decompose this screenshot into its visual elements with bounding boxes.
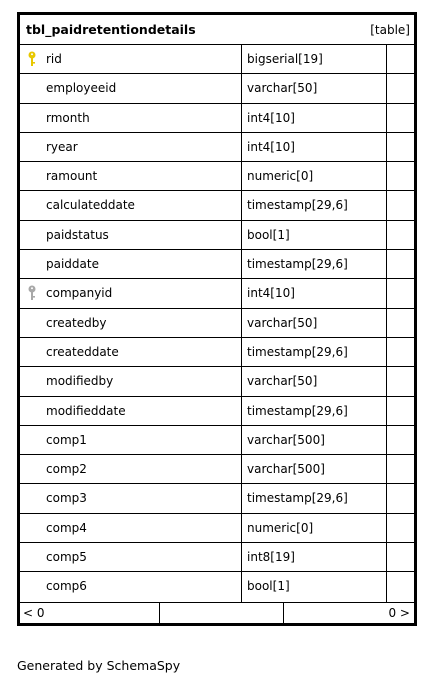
column-name-cell	[20, 250, 242, 278]
column-type-cell	[242, 426, 387, 454]
column-type-cell	[242, 104, 387, 132]
children-count-cell	[284, 603, 414, 623]
column-type-cell	[242, 367, 387, 395]
column-name-cell	[20, 426, 242, 454]
column-type: varchar[500]	[247, 432, 325, 447]
column-type-cell	[242, 572, 387, 601]
column-row	[20, 309, 414, 338]
column-name[interactable]: rid	[46, 52, 62, 66]
column-name-cell	[20, 74, 242, 102]
column-row	[20, 221, 414, 250]
column-name-cell	[20, 191, 242, 219]
column-name[interactable]: comp3	[46, 491, 87, 506]
column-type: varchar[50]	[247, 81, 318, 96]
column-type: timestamp[29,6]	[247, 198, 348, 213]
column-type: varchar[50]	[247, 315, 318, 330]
column-name-cell	[20, 367, 242, 395]
column-type-cell	[242, 455, 387, 483]
column-type-cell	[242, 309, 387, 337]
column-type: int4[10]	[247, 286, 295, 301]
column-name-cell	[20, 104, 242, 132]
column-name[interactable]: companyid	[46, 286, 113, 301]
column-row	[20, 514, 414, 543]
column-type-cell	[242, 133, 387, 161]
column-name-cell	[20, 162, 242, 190]
column-name-cell	[20, 514, 242, 542]
column-type: bool[1]	[247, 227, 290, 242]
column-type: int4[10]	[247, 110, 295, 125]
column-name-cell	[20, 279, 242, 307]
column-type-cell	[242, 250, 387, 278]
column-type-cell	[242, 279, 387, 307]
column-type: timestamp[29,6]	[247, 257, 348, 272]
column-row	[20, 367, 414, 396]
column-name-cell	[20, 338, 242, 366]
column-type: timestamp[29,6]	[247, 491, 348, 506]
generated-by-text: Generated by SchemaSpy	[17, 658, 181, 673]
column-type-cell	[242, 45, 387, 73]
column-row	[20, 191, 414, 220]
column-name[interactable]: ramount	[46, 169, 98, 184]
column-type: numeric[0]	[247, 169, 314, 184]
column-name[interactable]: createdby	[46, 315, 107, 330]
column-name-cell	[20, 572, 242, 601]
column-name[interactable]: employeeid	[46, 81, 117, 96]
children-count[interactable]: 0 >	[388, 606, 410, 620]
column-type-cell	[242, 514, 387, 542]
column-name-cell	[20, 309, 242, 337]
table-type-label: [table]	[370, 23, 410, 37]
column-type-cell	[242, 338, 387, 366]
column-row	[20, 162, 414, 191]
parents-count-cell	[20, 603, 160, 623]
primary-key-icon	[27, 51, 37, 67]
column-row	[20, 74, 414, 103]
column-name[interactable]: paidstatus	[46, 227, 109, 242]
column-list	[20, 45, 414, 601]
column-type: timestamp[29,6]	[247, 344, 348, 359]
column-type: int8[19]	[247, 550, 295, 565]
column-type: numeric[0]	[247, 520, 314, 535]
column-type-cell	[242, 221, 387, 249]
column-type: bool[1]	[247, 579, 290, 594]
column-name-cell	[20, 455, 242, 483]
column-row	[20, 338, 414, 367]
column-row	[20, 104, 414, 133]
table-header	[20, 15, 414, 45]
column-name[interactable]: createddate	[46, 344, 119, 359]
column-name-cell	[20, 221, 242, 249]
column-name[interactable]: comp5	[46, 550, 87, 565]
column-name-cell	[20, 397, 242, 425]
column-name-cell	[20, 484, 242, 512]
column-type: timestamp[29,6]	[247, 403, 348, 418]
column-name[interactable]: paiddate	[46, 257, 99, 272]
column-type-cell	[242, 397, 387, 425]
table-node	[17, 12, 417, 626]
column-row	[20, 543, 414, 572]
column-row	[20, 426, 414, 455]
column-name[interactable]: modifieddate	[46, 403, 126, 418]
column-name[interactable]: comp1	[46, 432, 87, 447]
column-name-cell	[20, 543, 242, 571]
column-type: bigserial[19]	[247, 52, 323, 66]
column-name[interactable]: comp2	[46, 462, 87, 477]
column-type: int4[10]	[247, 139, 295, 154]
column-name[interactable]: rmonth	[46, 110, 90, 125]
column-row	[20, 572, 414, 601]
footer-spacer	[160, 603, 284, 623]
column-type-cell	[242, 74, 387, 102]
column-type: varchar[50]	[247, 374, 318, 389]
table-footer	[20, 602, 414, 623]
parents-count[interactable]: < 0	[23, 606, 45, 620]
column-name[interactable]: comp6	[46, 579, 87, 594]
column-type-cell	[242, 162, 387, 190]
column-type-cell	[242, 191, 387, 219]
column-row	[20, 250, 414, 279]
column-row	[20, 45, 414, 74]
column-name[interactable]: ryear	[46, 139, 78, 154]
column-row	[20, 133, 414, 162]
column-row	[20, 484, 414, 513]
column-row	[20, 455, 414, 484]
column-name[interactable]: modifiedby	[46, 374, 114, 389]
column-name-cell	[20, 45, 242, 73]
column-name[interactable]: calculateddate	[46, 198, 135, 213]
column-type-cell	[242, 484, 387, 512]
column-name[interactable]: comp4	[46, 520, 87, 535]
table-name[interactable]: tbl_paidretentiondetails	[26, 22, 196, 37]
foreign-key-icon	[27, 285, 37, 301]
column-name-cell	[20, 133, 242, 161]
column-row	[20, 279, 414, 308]
column-type: varchar[500]	[247, 462, 325, 477]
column-row	[20, 397, 414, 426]
column-type-cell	[242, 543, 387, 571]
